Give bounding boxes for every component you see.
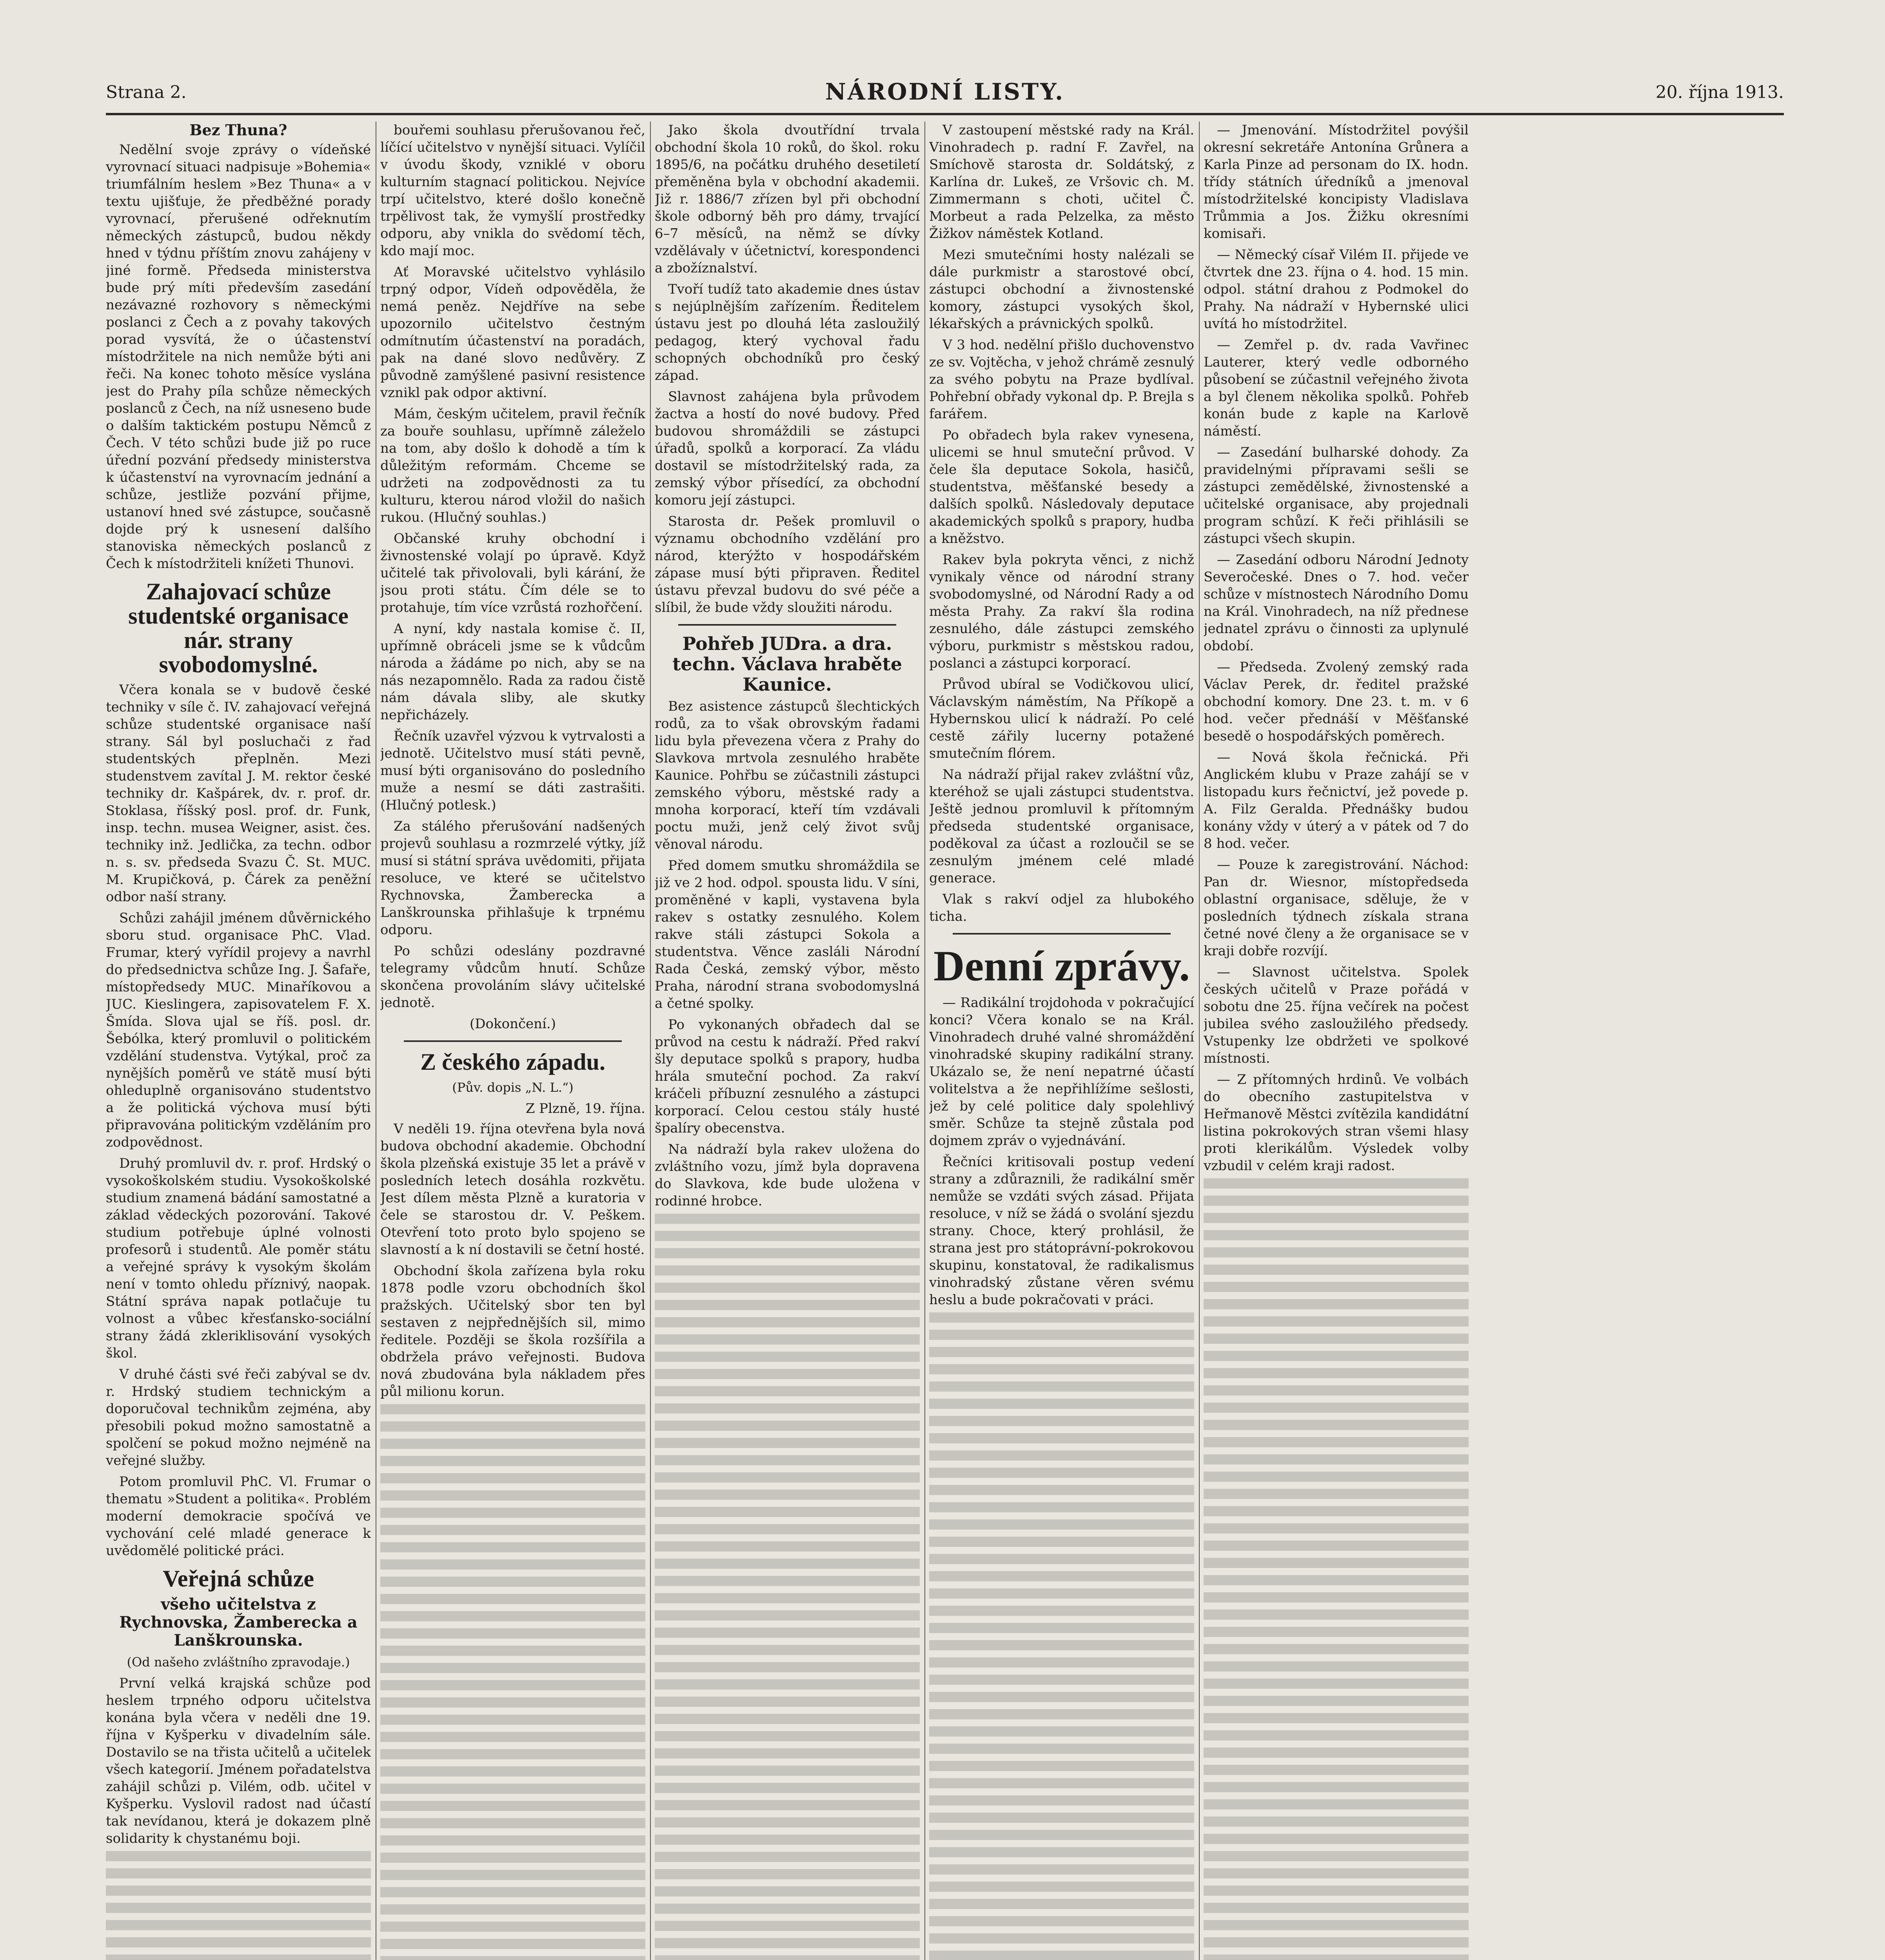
article-text-continuation	[655, 1214, 920, 1960]
article-dateline: Z Plzně, 19. října.	[525, 1101, 645, 1116]
section-divider	[404, 1040, 622, 1042]
article-headline: Zahajovací schůze studentské organisace nár. strany svobodomyslné.	[128, 579, 349, 677]
article-headline: Pohřeb JUDra. a dra. techn. Václava hraběte Kaunice.	[672, 633, 902, 695]
column-separator	[650, 122, 651, 1960]
news-item: — Jmenování. Místodržitel povýšil okresní sekretáře Antonína Grůnera a Karla Pinze ad personam do IX. hodn. třídy státních úředníků a jmenoval místodržitelské koncipisty Vladislava Trůmmia a Jos. Žižku okresními komisaři.	[1204, 122, 1469, 241]
section-headline: Denní zprávy.	[933, 942, 1190, 990]
article-paragraph: Ať Moravské učitelstvo vyhlásilo trpný odpor, Vídeň odpověděla, že nemá peněz. Nejdříve na sebe upozornilo učitelstvo čestným odmítnutím účastenství na poradách, pak na dané slovo nedůvěry. Z původně zamýšlené pasivní resistence vznikl pak odpor aktivní.	[380, 264, 645, 401]
article-paragraph: Bez asistence zástupců šlechtických rodů, za to však obrovským řadami lidu byla převezena včera z Prahy do Slavkova mrtvola zesnulého hraběte Kaunice. Pohřbu se zúčastnili zástupci zemského výboru, městské rady a mnoha korporací, kteří tím vzdávali poctu muži, jenž celý život svůj věnoval národu.	[655, 699, 920, 852]
page-header	[106, 78, 1784, 106]
article-paragraph: Potom promluvil PhC. Vl. Frumar o thematu »Student a politika«. Problém moderní demokracie spočívá ve vychování celé mladé generace k uvědomělé politické práci.	[106, 1474, 371, 1559]
article-paragraph: A nyní, kdy nastala komise č. II, upřímně obráceli jsme se k vůdcům národa a žádáme po nich, aby se na nás nezapomnělo. Rada za radou čistě nám dávala sliby, ale skutky nepřicházely.	[380, 621, 645, 723]
article-paragraph: Po schůzi odeslány pozdravné telegramy vůdcům hnutí. Schůze skončena provoláním slávy učitelské jednotě.	[380, 943, 645, 1011]
article-title: Bez Thuna?	[189, 122, 287, 139]
article-paragraph: Na nádraží byla rakev uložena do zvláštního vozu, jímž byla dopravena do Slavkova, kde bude uložena v rodinné hrobce.	[655, 1142, 920, 1209]
newspaper-title: NÁRODNÍ LISTY.	[825, 78, 1065, 105]
section-divider	[678, 624, 896, 626]
news-item: — Z přítomných hrdinů. Ve volbách do obecního zastupitelstva v Heřmanově Městci zvítězila kandidátní listina pokrokových stran všemi hlasy proti klerikálům. Výsledek volby vzbudil v celém kraji radost.	[1204, 1072, 1469, 1174]
article-paragraph: V druhé části své řeči zabýval se dv. r. Hrdský studiem technickým a doporučoval technikům zejména, aby přesobili pokud možno samostatně a spolčení se pokud možno nejméně na veřejné služby.	[106, 1367, 371, 1468]
article-paragraph: V 3 hod. nedělní přišlo duchovenstvo ze sv. Vojtěcha, v jehož chrámě zesnulý za svého pobytu na Praze bydlíval. Pohřební obřady vykonal dp. P. Brejla s farářem.	[929, 337, 1194, 422]
article-paragraph: Občanské kruhy obchodní i živnostenské volají po úpravě. Když učitelé tak přivolovali, byli kárání, že jsou proti státu. Čím déle se to protahuje, tím více vzrůstá rozhořčení.	[380, 531, 645, 615]
news-item: — Slavnost učitelstva. Spolek českých učitelů v Praze pořádá v sobotu dne 25. října večírek na počest jubilea svého zasloužilého předsedy. Vstupenky lze obdržeti ve spolkové místnosti.	[1204, 964, 1469, 1066]
news-item: — Pouze k zaregistrování. Náchod: Pan dr. Wiesnor, místopředseda oblastní organisace, sděluje, že v posledních týdnech získala strana četné nové členy a že organisace se v kraji dobře rozvíjí.	[1204, 857, 1469, 959]
news-item: — Nová škola řečnická. Při Anglickém klubu v Praze zahájí se v listopadu kurs řečnictví, jež povede p. A. Filz Geralda. Přednášky budou konány vždy v úterý a v pátek od 7 do 8 hod. večer.	[1204, 750, 1469, 851]
article-paragraph: Jako škola dvoutřídní trvala obchodní škola 10 roků, do škol. roku 1895/6, na počátku druhého desetiletí přeměněna byla v obchodní akademii. Již r. 1886/7 zřízen byl při obchodní škole odborný běh pro dámy, trvající 6–7 měsíců, na němž se dívky vzdělávaly v účetnictví, korespondenci a zbožíznalství.	[655, 122, 920, 276]
article-subheadline: všeho učitelstva z Rychnovska, Žamberecka a Lanškrounska.	[119, 1595, 358, 1650]
article-headline: Z českého západu.	[420, 1049, 605, 1075]
article-paragraph: Obchodní škola zařízena byla roku 1878 podle vzoru obchodních škol pražských. Učitelský sbor ten byl sestaven z nejpřednějších sil, mimo ředitele. Později se škola rozšířila a obdržela právo veřejnosti. Budova nová zbudována byla nákladem přes půl milionu korun.	[380, 1263, 645, 1399]
column-5	[1204, 122, 1469, 1960]
news-item: — Zasedání bulharské dohody. Za pravidelnými přípravami sešli se zástupci zemědělské, živnostenské a učitelské organisace, aby projednali program schůzí. K řeči přihlásili se zástupci všech skupin.	[1204, 445, 1469, 546]
article-paragraph: Nedělní svoje zprávy o vídeňské vyrovnací situaci nadpisuje »Bohemia« triumfálním heslem »Bez Thuna« a v textu ujišťuje, že předběžné porady vyrovnací, přerušené odřeknutím německých zástupců, budou někdy hned v týdnu příštím znovu zahájeny v jiné formě. Předseda ministerstva bude prý míti především zasedání nezávazné rozhovory s německými poslanci z Čech a z povahy takových porad vysvítá, že o účastenství místodržitele na nich nemůže býti ani řeči. Na konec tohoto měsíce vyslána jest do Prahy píla schůze německých poslanců z Čech, na níž usneseno bude o dalším taktickém postupu Němců z Čech. V této schůzi bude již po ruce úřední pozvání předsedy ministerstva k účastenství na vyrovnacím jednání a schůze, jestliže pozvání přijme, ustanoví hned své zástupce, současně dojde prý k usnesení dalšího stanoviska německých poslanců z Čech k místodržiteli knížeti Thunovi.	[106, 142, 371, 572]
article-paragraph: Druhý promluvil dv. r. prof. Hrdský o vysokoškolském studiu. Vysokoškolské studium znamená bádání samostatné a základ vědeckých pozorování. Takové studium potřebuje úplné volnosti profesorů i studentů. Ale poměr státu a veřejné správy k vysokým školám není v tomto ohledu příznivý, naopak. Státní správa napak potlačuje tu volnost a vůbec křesťansko-sociální strany žádá zkleriklisování vysokých škol.	[106, 1156, 371, 1361]
column-1	[106, 122, 371, 1960]
article-paragraph: Vlak s rakví odjel za hlubokého ticha.	[929, 891, 1194, 924]
news-item: — Německý císař Vilém II. přijede ve čtvrtek dne 23. října o 4. hod. 15 min. odpol. státní drahou z Podmokel do Prahy. Na nádraží v Hybernské ulici uvítá ho místodržitel.	[1204, 247, 1469, 332]
article-paragraph: Starosta dr. Pešek promluvil o významu obchodního vzdělání pro národ, kterýžto v hospodářském zápase musí býti připraven. Ředitel ústavu převzal budovu do své péče a slíbil, že bude vždy sloužiti národu.	[655, 514, 920, 615]
article-headline: Veřejná schůze	[162, 1566, 314, 1592]
article-paragraph: bouřemi souhlasu přerušovanou řeč, líčící učitelstvo v nynější situaci. Vylíčil v úvodu škody, vzniklé v oboru kulturním stagnací politickou. Nejvíce trpí učitelstvo, které došlo konečně trpělivost tak, že vymyšlí prostředky odporu, aby vnikla do svědomí těch, kdo mají moc.	[380, 122, 645, 259]
column-4	[929, 122, 1194, 1960]
article-note: (Od našeho zvláštního zpravodaje.)	[127, 1655, 350, 1670]
article-paragraph: — Radikální trojdohoda v pokračující konci? Včera konalo se na Král. Vinohradech druhé valné shromáždění vinohradské skupiny radikální strany. Ukázalo se, že není nepatrné účastí volitelstva a že nepřihlížíme sešlosti, jež by celé politice daly spolehlivý směr. Schůze ta stejně zůstala pod dojmem zpráv o vyjednávání.	[929, 995, 1194, 1149]
article-paragraph: Mezi smutečními hosty nalézali se dále purkmistr a starostové obcí, zástupci obchodní a živnostenské komory, zástupci vysokých škol, lékařských a právnických spolků.	[929, 247, 1194, 332]
article-text-continuation	[1204, 1178, 1469, 1960]
article-paragraph: Slavnost zahájena byla průvodem žactva a hostí do nové budovy. Před budovou shromáždili se zástupci úřadů, spolků a korporací. Za vládu dostavil se místodržitelský rada, za zemský výbor přísedící, za obchodní komoru její zástupci.	[655, 389, 920, 508]
article-paragraph: V zastoupení městské rady na Král. Vinohradech p. radní F. Zavřel, na Smíchově starosta dr. Soldátský, z Karlína dr. Lukeš, ze Vršovic ch. M. Zimmermann s choti, učitel Č. Morbeut a rada Pelzelka, za město Žižkov náměstek Kotland.	[929, 122, 1194, 241]
article-text-continuation	[929, 1312, 1194, 1960]
news-item: — Zemřel p. dv. rada Vavřinec Lauterer, který vedle odborného působení se zúčastnil veřejného života a byl členem několika spolků. Pohřeb konán bude z kaple na Karlově náměstí.	[1204, 337, 1469, 439]
article-paragraph: Za stálého přerušování nadšených projevů souhlasu a rozmrzelé výtky, jíž musí si státní správa uvědomiti, přijata resoluce, ve které se učitelstvo Rychnovska, Žamberecka a Lanškrounska přihlašuje k trpnému odporu.	[380, 818, 645, 938]
section-divider	[953, 933, 1171, 935]
page-number: Strana 2.	[106, 82, 187, 102]
article-paragraph: Průvod ubíral se Vodičkovou ulicí, Václavským náměstím, Na Příkopě a Hybernskou ulicí k nádraží. Po celé cestě zářily lucerny potažené smutečním flórem.	[929, 677, 1194, 761]
article-paragraph: Tvoří tudíž tato akademie dnes ústav s nejúplnějším zařízením. Ředitelem ústavu jest po dlouhá léta zasloužilý pedagog, který vychoval řadu schopných obchodníků pro český západ.	[655, 281, 920, 383]
column-separator	[1199, 122, 1200, 1960]
article-note: (Pův. dopis „N. L.“)	[452, 1080, 574, 1095]
article-text-continuation	[106, 1851, 371, 1960]
article-paragraph: Rakev byla pokryta věnci, z nichž vynikaly věnce od národní strany svobodomyslné, od Národní Rady a od města Prahy. Za rakví šla rodina zesnulého, dále zástupci zemského výboru, purkmistr s městskou radou, poslanci a zástupci korporací.	[929, 552, 1194, 671]
article-paragraph: První velká krajská schůze pod heslem trpného odporu učitelstva konána byla včera v neděli dne 19. října v Kyšperku v divadelním sále. Dostavilo se na třista učitelů a učitelek všech kategorií. Jménem pořadatelstva zahájil schůzi p. Vilém, odb. učitel v Kyšperku. Vyslovil radost nad účastí tak nevídanou, která je dokazem plně solidarity k chystanému boji.	[106, 1675, 371, 1846]
article-paragraph: Řečníci kritisovali postup vedení strany a zdůraznili, že radikální směr nemůže se vzdáti svých zásad. Přijata resoluce, v níž se žádá o svolání sjezdu strany. Choce, který prohlásil, že strana jest pro státoprávní-pokrokovou skupinu, konstatoval, že radikalismus vinohradský zůstane věren svému heslu a bude pokračovati v práci.	[929, 1154, 1194, 1308]
article-paragraph: Včera konala se v budově české techniky v síle č. IV. zahajovací veřejná schůze studentské organisace naší strany. Sál byl posluchači z řad studentských přeplněn. Mezi studenstvem zavítal J. M. rektor české techniky dr. Kašpárek, dv. r. prof. dr. Stoklasa, říšský posl. prof. dr. Funk, insp. techn. musea Weigner, asist. čes. techniky inž. Jedlička, za techn. odbor n. s. sv. předseda Svazu Č. St. MUC. M. Krupičková, p. Čárek za peněžní odbor naší strany.	[106, 682, 371, 905]
issue-date: 20. října 1913.	[1655, 82, 1784, 102]
article-paragraph: Po vykonaných obřadech dal se průvod na cestu k nádraží. Před rakví šly deputace spolků s prapory, hudba hrála smuteční pochod. Za rakví kráčeli příbuzní zesnulého a zástupci korporací. Celou cestou stály husté špalíry obecenstva.	[655, 1017, 920, 1136]
article-paragraph: Mám, českým učitelem, pravil řečník za bouře souhlasu, upřímně záleželo na tom, aby došlo k dohodě a tím k důležitým reformám. Chceme se udržeti na zodpovědnosti za tu kulturu, kterou národ vložil do našich rukou. (Hlučný souhlas.)	[380, 406, 645, 525]
continuation-note: (Dokončení.)	[470, 1016, 556, 1032]
article-paragraph: V neděli 19. října otevřena byla nová budova obchodní akademie. Obchodní škola plzeňská existuje 35 let a právě v posledních letech dosáhla rozkvětu. Jest dílem města Plzně a kuratoria v čele se starostou dr. V. Peškem. Otevření toto proto bylo spojeno se slavností a k ní dostavili se četní hosté.	[380, 1121, 645, 1258]
column-2	[380, 122, 645, 1960]
news-item: — Předseda. Zvolený zemský rada Václav Perek, dr. ředitel pražské obchodní komory. Dne 23. t. m. v 6 hod. večer přednáší v Měšťanské besedě o hospodářských poměrech.	[1204, 659, 1469, 744]
article-paragraph: Po obřadech byla rakev vynesena, ulicemi se hnul smuteční průvod. V čele šla deputace Sokola, hasičů, studentstva, měšťanské besedy a dalších spolků. Následovaly deputace akademických spolků s prapory, hudba a kněžstvo.	[929, 427, 1194, 546]
header-rule	[106, 113, 1784, 115]
article-paragraph: Před domem smutku shromáždila se již ve 2 hod. odpol. spousta lidu. V síni, proměněné v kapli, vystavena byla rakev s ostatky zesnulého. Kolem rakve stáli zástupci Sokola a studentstva. Věnce zasláli Národní Rada Česká, zemský výbor, město Praha, národní strana svobodomyslná a četné spolky.	[655, 858, 920, 1011]
news-item: — Zasedání odboru Národní Jednoty Severočeské. Dnes o 7. hod. večer schůze v místnostech Národního Domu na Král. Vinohradech, na níž přednese jednatel zprávu o činnosti za uplynulé období.	[1204, 552, 1469, 654]
column-3	[655, 122, 920, 1960]
article-paragraph: Schůzi zahájil jménem důvěrnického sboru stud. organisace PhC. Vlad. Frumar, který vyřídil projevy a navrhl do předsednictva schůze Ing. J. Šafaře, místopředsedy MUC. Minaříkovou a JUC. Kieslingera, zapisovatelem F. X. Šmída. Slova ujal se říš. posl. dr. Šebólka, který promluvil o politickém vzdělání studenstva. Vytýkal, proč za nynějších poměrů ve státě musí býti ohleduplně organisováno studentstvo a že politická výchova musí býti připravována politickým vzděláním pro zodpovědnost.	[106, 910, 371, 1150]
article-paragraph: Řečník uzavřel výzvou k vytrvalosti a jednotě. Učitelstvo musí státi pevně, musí býti organisováno do posledního muže a nesmí se dáti zastrašiti. (Hlučný potlesk.)	[380, 728, 645, 813]
article-text-continuation	[380, 1404, 645, 1960]
article-paragraph: Na nádraží přijal rakev zvláštní vůz, kteréhož se ujali zástupci studentstva. Ještě jednou promluvil k přítomným předseda studentské organisace, poděkoval za účast a rozloučil se se zesnulým jménem celé mladé generace.	[929, 767, 1194, 886]
column-separator	[924, 122, 925, 1960]
